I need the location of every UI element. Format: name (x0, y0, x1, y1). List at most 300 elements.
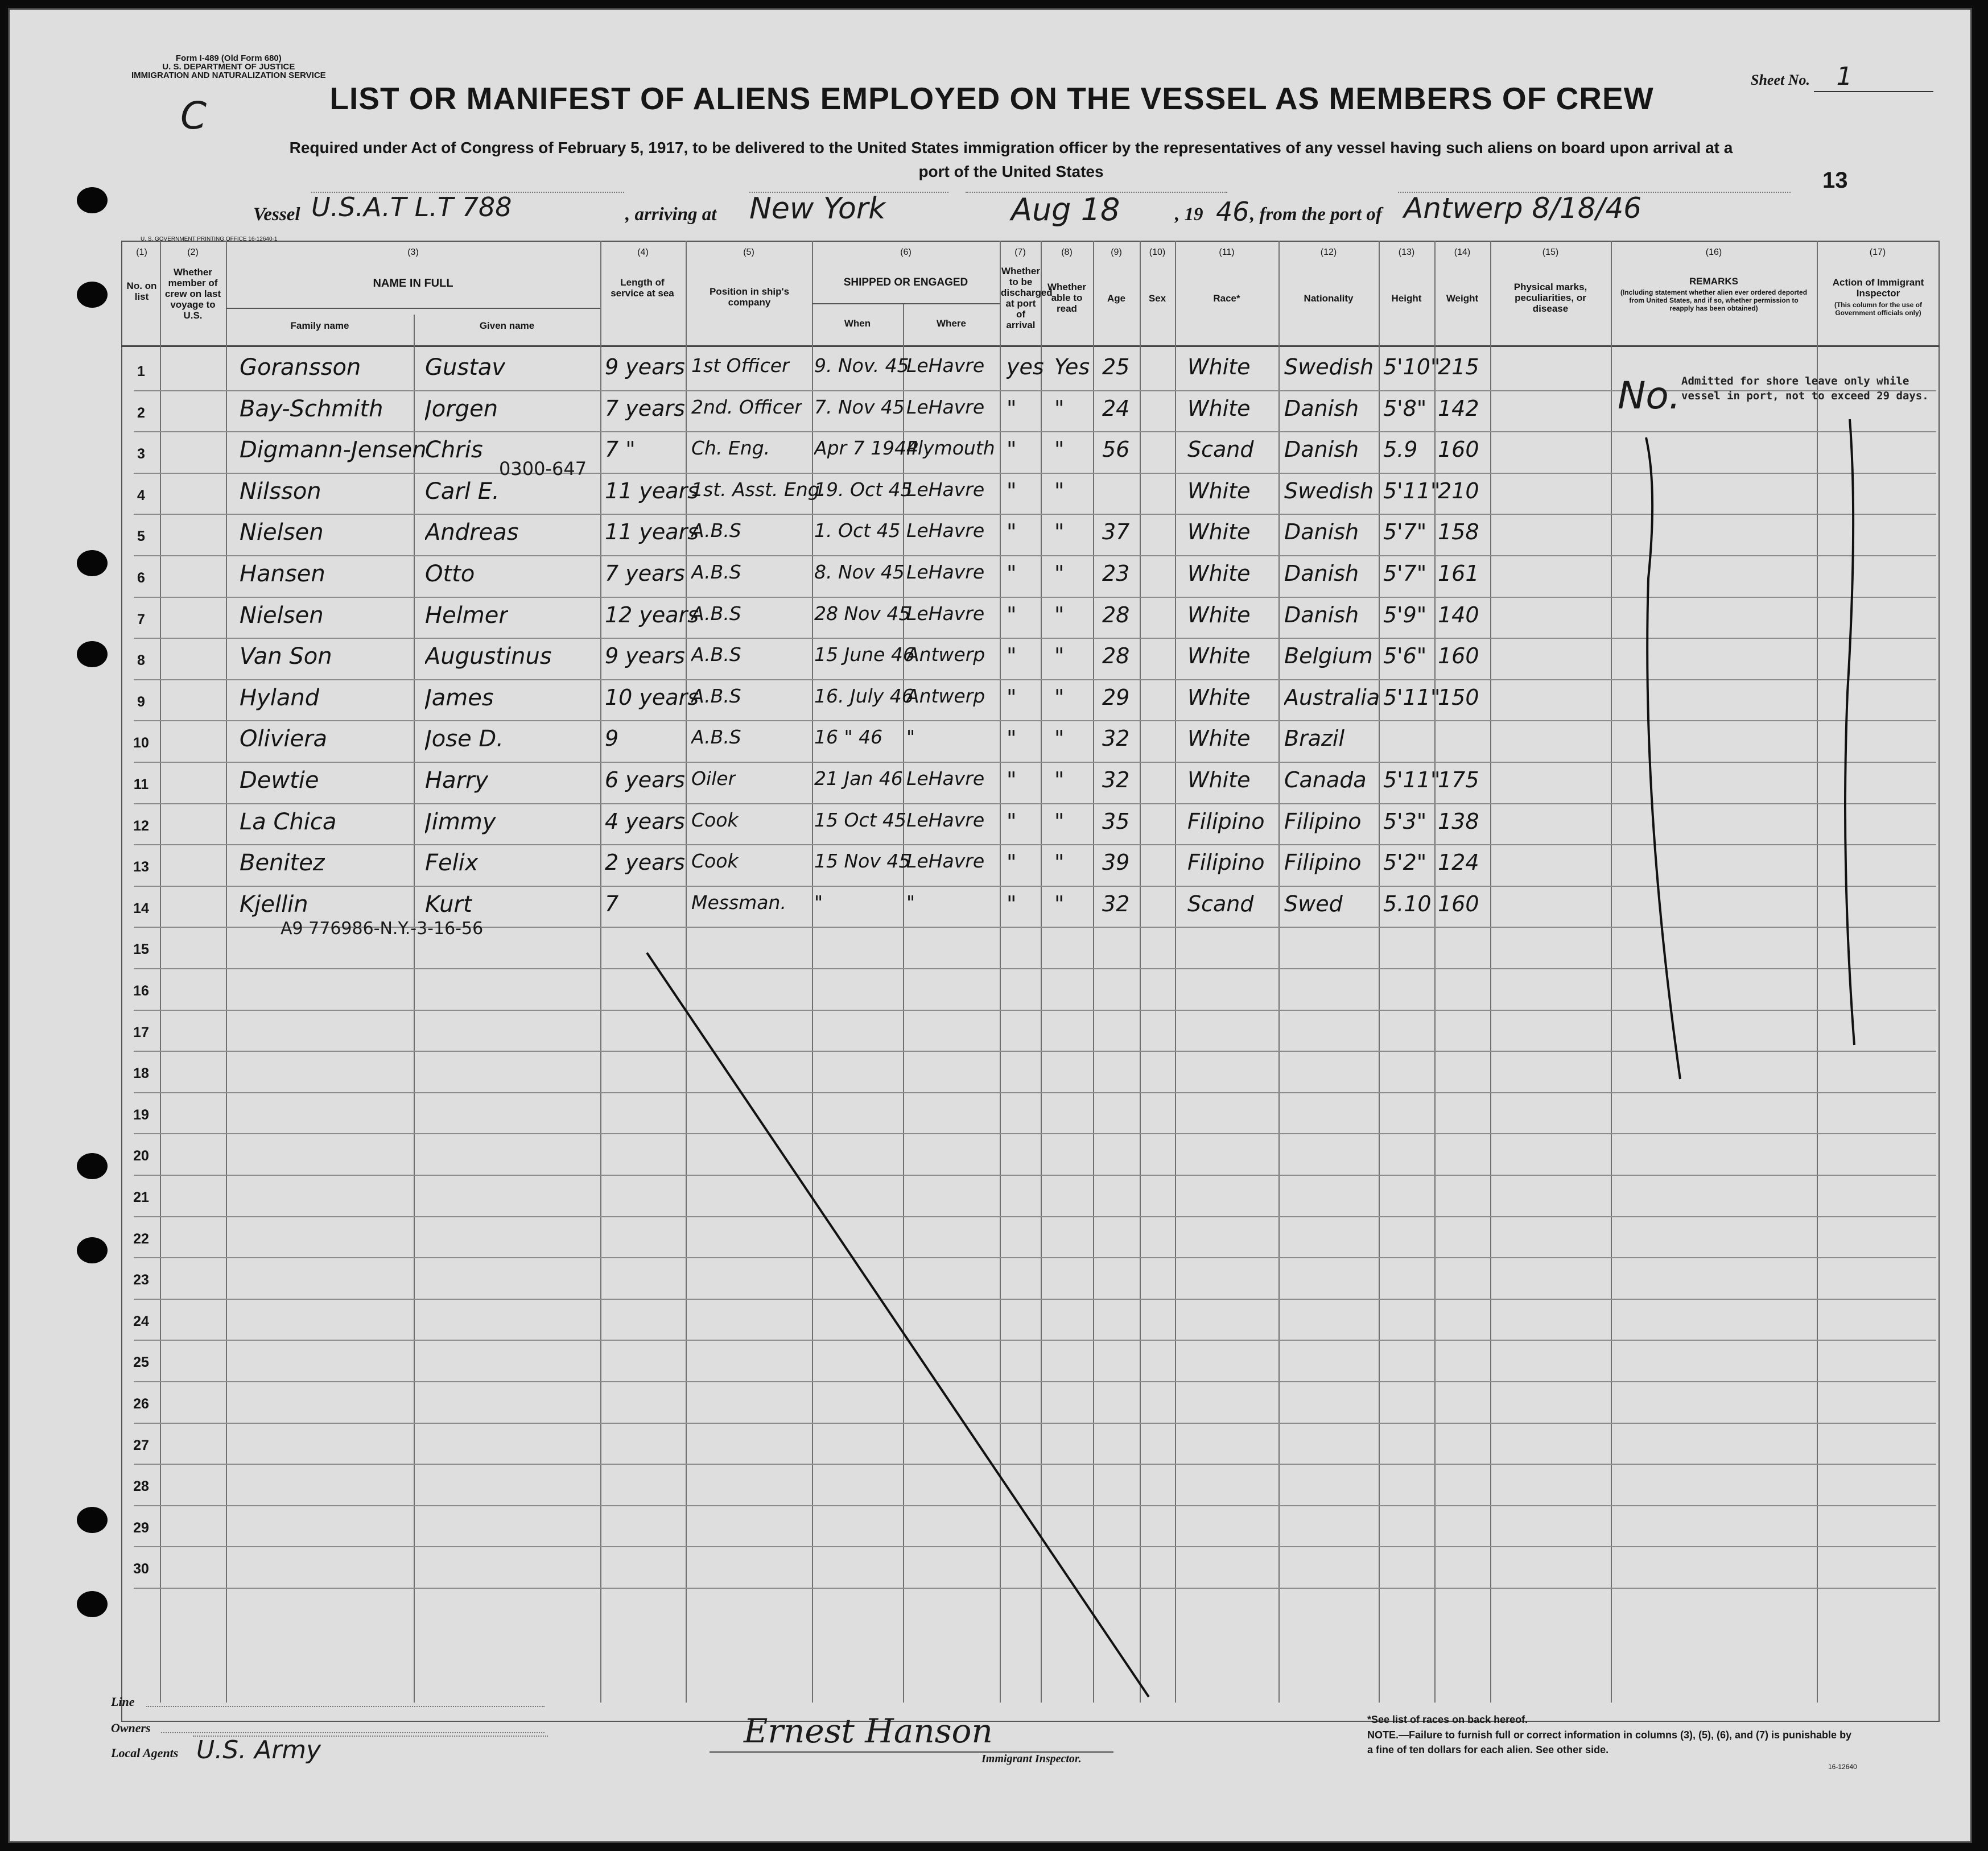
cell-weight: 161 (1438, 561, 1479, 586)
cell-length-of-service: 7 years (605, 395, 685, 421)
cell-race: Scand (1187, 437, 1254, 462)
row-rule (134, 1175, 1936, 1176)
cell-able-to-read: " (1054, 767, 1065, 792)
punch-hole (77, 1507, 108, 1533)
colnum-16: (16) (1705, 247, 1722, 257)
row-rule (134, 597, 1936, 598)
sheet-value: 1 (1814, 62, 1933, 92)
cell-weight: 175 (1438, 767, 1479, 792)
cell-length-of-service: 12 years (605, 602, 699, 627)
cell-length-of-service: 6 years (605, 767, 685, 792)
cell-shipped-where: LeHavre (906, 850, 985, 873)
inspector-label: Immigrant Inspector. (981, 1753, 1082, 1765)
col-divider (1817, 241, 1818, 1703)
cell-race: White (1187, 767, 1251, 792)
colnum-11: (11) (1219, 247, 1235, 257)
punch-hole (77, 1153, 108, 1179)
row-rule (134, 1010, 1936, 1011)
cell-nationality: Danish (1284, 437, 1359, 462)
row-number: 25 (133, 1354, 149, 1371)
cell-given-name: Otto (425, 561, 475, 587)
cell-height: 5'7" (1383, 561, 1427, 586)
year-prefix: , 19 (1175, 204, 1203, 225)
row-number: 18 (133, 1065, 149, 1082)
cell-able-to-read: " (1054, 850, 1065, 875)
row-rule (134, 679, 1936, 680)
row-number: 14 (133, 900, 149, 916)
cell-height: 5.10 (1383, 891, 1432, 916)
cell-discharged: " (1007, 478, 1017, 503)
cell-family-name: Hansen (240, 561, 325, 587)
row-rule (134, 762, 1936, 763)
row-number: 15 (133, 941, 149, 958)
cell-shipped-when: 15 Oct 45 (814, 808, 907, 831)
cell-able-to-read: Yes (1054, 354, 1090, 379)
cell-discharged: " (1007, 767, 1017, 792)
colnum-5: (5) (743, 247, 754, 257)
service: IMMIGRATION AND NATURALIZATION SERVICE (131, 71, 326, 80)
from-label: , from the port of (1250, 204, 1382, 225)
cell-discharged: " (1007, 891, 1017, 916)
colnum-3: (3) (407, 247, 419, 257)
cell-length-of-service: 11 years (605, 519, 699, 545)
name-header-rule (226, 308, 600, 309)
cell-nationality: Swed (1284, 891, 1343, 916)
cell-age: 56 (1102, 437, 1130, 462)
cell-nationality: Filipino (1284, 808, 1362, 834)
cell-nationality: Swedish (1284, 354, 1374, 379)
row-number: 3 (137, 446, 145, 462)
cell-family-name: Oliviera (240, 726, 328, 753)
arriving-label: , arriving at (625, 204, 717, 225)
row-number: 8 (137, 652, 145, 669)
header-action: Action of Immigrant Inspector (1832, 277, 1924, 299)
cell-height: 5'11" (1383, 684, 1441, 710)
col-divider (1434, 241, 1436, 1703)
cell-shipped-where: LeHavre (906, 354, 985, 377)
header-able-read: Whether able to read (1047, 282, 1086, 314)
cell-weight: 158 (1438, 519, 1479, 545)
footer-owners-label: Owners (111, 1721, 151, 1735)
colnum-12: (12) (1320, 247, 1337, 257)
col-divider (1000, 241, 1001, 1703)
cell-age: 39 (1102, 850, 1130, 875)
cell-race: Filipino (1187, 808, 1265, 834)
cell-shipped-where: Antwerp (906, 643, 985, 666)
cell-race: White (1187, 561, 1251, 586)
cell-position: A.B.S (691, 602, 741, 625)
row-number: 30 (133, 1561, 149, 1577)
colnum-7: (7) (1014, 247, 1026, 257)
cell-height: 5'6" (1383, 643, 1427, 669)
cell-discharged: " (1007, 519, 1017, 545)
vessel-label: Vessel (253, 204, 300, 225)
cell-weight: 124 (1438, 850, 1479, 875)
row-rule (134, 555, 1936, 556)
cell-given-name: Augustinus (425, 643, 552, 670)
arrival-date: Aug 18 (966, 192, 1227, 193)
manifest-sheet (8, 8, 1972, 1843)
cell-nationality: Brazil (1284, 726, 1345, 751)
punch-hole (77, 641, 108, 667)
cell-race: White (1187, 354, 1251, 379)
remarks-handwritten: No. (1618, 374, 1681, 418)
cell-able-to-read: " (1054, 808, 1065, 834)
cell-shipped-when: 15 Nov 45 (814, 850, 911, 873)
cell-position: Ch. Eng. (691, 437, 770, 460)
row-rule (134, 431, 1936, 432)
header-shipped-engaged: SHIPPED OR ENGAGED (843, 276, 968, 288)
cell-length-of-service: 7 " (605, 437, 636, 462)
row-rule (134, 638, 1936, 639)
cell-discharged: " (1007, 643, 1017, 669)
cell-discharged: " (1007, 395, 1017, 421)
cell-family-name: Digmann-Jensen (240, 437, 427, 464)
row-number: 7 (137, 611, 145, 627)
cell-shipped-when: 16. July 46 (814, 684, 914, 707)
col-divider (1093, 241, 1094, 1703)
cell-age: 28 (1102, 602, 1130, 627)
col-divider (1379, 241, 1380, 1703)
footer-line-label: Line (111, 1695, 135, 1709)
header-physical-marks: Physical marks, peculiarities, or disease (1513, 282, 1587, 314)
col-divider (1041, 241, 1042, 1703)
row-rule (134, 1464, 1936, 1465)
col-divider (600, 241, 601, 1703)
cell-position: A.B.S (691, 519, 741, 542)
cell-height: 5'7" (1383, 519, 1427, 545)
header-action-note: (This column for the use of Government officials only) (1834, 301, 1922, 317)
cell-length-of-service: 7 years (605, 561, 685, 586)
cell-discharged: " (1007, 602, 1017, 627)
cell-position: A.B.S (691, 561, 741, 583)
row-number: 9 (137, 693, 145, 710)
cell-discharged: " (1007, 561, 1017, 586)
cell-position: A.B.S (691, 726, 741, 749)
cell-shipped-when: 8. Nov 45 (814, 561, 905, 583)
cell-position: 1st. Asst. Eng. (691, 478, 826, 501)
cell-family-name: Nilsson (240, 478, 321, 505)
punch-hole (77, 550, 108, 576)
row-rule (134, 886, 1936, 887)
row-rule (134, 514, 1936, 515)
cell-able-to-read: " (1054, 437, 1065, 462)
header-name-in-full: NAME IN FULL (373, 277, 453, 290)
header-nationality: Nationality (1304, 293, 1354, 304)
cell-shipped-where: LeHavre (906, 561, 985, 583)
cell-weight: 215 (1438, 354, 1479, 379)
cell-able-to-read: " (1054, 726, 1065, 751)
cell-length-of-service: 9 years (605, 643, 685, 669)
row-rule (134, 473, 1936, 474)
cell-able-to-read: " (1054, 684, 1065, 710)
cell-family-name: Bay-Schmith (240, 395, 383, 422)
cell-length-of-service: 2 years (605, 850, 685, 875)
check-mark: C (180, 94, 207, 138)
header-position: Position in ship's company (709, 286, 790, 308)
col-divider (903, 303, 904, 1703)
header-remarks: REMARKS (1689, 276, 1738, 287)
cell-height: 5'9" (1383, 602, 1427, 627)
cell-shipped-when: Apr 7 1944 (814, 437, 919, 460)
colnum-6: (6) (900, 247, 911, 257)
page-number: 13 (1822, 168, 1848, 193)
header-no-on-list: No. on list (126, 280, 157, 302)
colnum-2: (2) (187, 247, 199, 257)
colnum-13: (13) (1398, 247, 1415, 257)
cell-shipped-where: " (906, 726, 915, 749)
cell-family-name: Hyland (240, 684, 320, 711)
cell-given-name: Jose D. (425, 726, 504, 753)
cell-able-to-read: " (1054, 519, 1065, 545)
row-number: 23 (133, 1272, 149, 1288)
row-number: 12 (133, 817, 149, 834)
header-discharged: Whether to be discharged at port of arrival (1001, 266, 1053, 330)
cell-age: 32 (1102, 767, 1130, 792)
cell-able-to-read: " (1054, 602, 1065, 627)
cell-given-name: Chris (425, 437, 483, 464)
row-rule (134, 1299, 1936, 1300)
cell-length-of-service: 10 years (605, 684, 699, 710)
cell-shipped-where: LeHavre (906, 602, 985, 625)
inspector-signature: Ernest Hanson (744, 1712, 993, 1750)
cell-shipped-when: 15 June 46 (814, 643, 915, 666)
col-divider (1490, 241, 1491, 1703)
header-remarks-note: (Including statement whether alien ever ordered deported from United States, and if so, whether permission to reapply has been obtained) (1620, 288, 1808, 312)
cell-weight: 160 (1438, 437, 1479, 462)
cell-shipped-when: " (814, 891, 823, 914)
cell-length-of-service: 9 (605, 726, 619, 751)
cell-position: Messman. (691, 891, 786, 914)
cell-family-name: Van Son (240, 643, 332, 670)
row-number: 20 (133, 1148, 149, 1164)
header-where: Where (937, 318, 966, 329)
col-divider (1278, 241, 1280, 1703)
cell-shipped-when: 28 Nov 45 (814, 602, 911, 625)
cell-given-name: Kurt (425, 891, 472, 918)
row-number: 6 (137, 570, 145, 586)
row-number: 27 (133, 1437, 149, 1453)
subtitle-line-1: Required under Act of Congress of February 5, 1917, to be delivered to the United States immigration officer by the representatives of any vessel having such aliens on board upon arrival at a (289, 139, 1733, 156)
cell-shipped-where: LeHavre (906, 519, 985, 542)
cell-position: A.B.S (691, 643, 741, 666)
header-sex: Sex (1148, 293, 1166, 304)
cell-race: Scand (1187, 891, 1254, 916)
punch-hole (77, 1591, 108, 1617)
cell-position: Cook (691, 808, 739, 831)
header-race: Race* (1213, 293, 1240, 304)
header-weight: Weight (1446, 293, 1479, 304)
row-rule (134, 844, 1936, 845)
cell-position: 1st Officer (691, 354, 790, 377)
cell-family-name: Dewtie (240, 767, 319, 794)
row-rule (134, 1051, 1936, 1052)
cell-family-name: Goransson (240, 354, 361, 381)
cell-nationality: Swedish (1284, 478, 1374, 503)
year-suffix: 46 (1216, 196, 1249, 227)
header-height: Height (1391, 293, 1422, 304)
cell-nationality: Australia (1284, 684, 1380, 710)
cell-race: White (1187, 602, 1251, 627)
row-rule (134, 1092, 1936, 1093)
row-number: 10 (133, 735, 149, 751)
cell-family-name: La Chica (240, 808, 337, 835)
row-number: 29 (133, 1519, 149, 1536)
cell-height: 5'8" (1383, 395, 1427, 421)
cell-weight: 150 (1438, 684, 1479, 710)
footer-owners-blank (161, 1732, 545, 1733)
vessel-name: U.S.A.T L.T 788 (311, 192, 624, 193)
col-divider (1140, 241, 1141, 1703)
cell-age: 25 (1102, 354, 1130, 379)
col-divider (686, 241, 687, 1703)
colnum-10: (10) (1149, 247, 1166, 257)
col-divider (1611, 241, 1612, 1703)
cell-age: 28 (1102, 643, 1130, 669)
row-number: 16 (133, 983, 149, 999)
cell-race: White (1187, 684, 1251, 710)
cell-given-name: Jorgen (425, 395, 498, 422)
row-rule (134, 720, 1936, 721)
row-rule (134, 968, 1936, 969)
cell-able-to-read: " (1054, 561, 1065, 586)
row-rule (134, 1505, 1936, 1506)
form-code: 16-12640 (1828, 1763, 1857, 1771)
cell-shipped-when: 19. Oct 45 (814, 478, 913, 501)
cell-able-to-read: " (1054, 478, 1065, 503)
cell-discharged: " (1007, 726, 1017, 751)
row-number: 1 (137, 363, 145, 379)
header-given-name: Given name (479, 320, 535, 331)
cell-shipped-when: 1. Oct 45 (814, 519, 901, 542)
cell-given-name: Jimmy (425, 808, 496, 835)
cell-height: 5'11" (1383, 767, 1441, 792)
cell-position: 2nd. Officer (691, 395, 802, 418)
col-divider (414, 315, 415, 1703)
cell-race: White (1187, 395, 1251, 421)
row-number: 24 (133, 1313, 149, 1329)
cell-family-name: Nielsen (240, 602, 324, 629)
cell-family-name: Nielsen (240, 519, 324, 546)
penalty-note: NOTE.—Failure to furnish full or correct information in columns (3), (5), (6), and (7) is punishable by a fine of ten dollars for each alien. See other side. (1367, 1729, 1852, 1755)
col-divider (812, 241, 813, 1703)
remarks-stamp: Admitted for shore leave only while vessel in port, not to exceed 29 days. (1681, 375, 1929, 402)
punch-hole (77, 282, 108, 308)
cell-age: 37 (1102, 519, 1130, 545)
cell-height: 5'10" (1383, 354, 1441, 379)
cell-able-to-read: " (1054, 891, 1065, 916)
header-length-service: Length of service at sea (611, 277, 674, 299)
header-when: When (844, 318, 871, 329)
header-age: Age (1107, 293, 1126, 304)
cell-nationality: Danish (1284, 602, 1359, 627)
row-rule (134, 803, 1936, 804)
cell-shipped-where: LeHavre (906, 767, 985, 790)
cell-height: 5'3" (1383, 808, 1427, 834)
cell-shipped-where: LeHavre (906, 478, 985, 501)
form-id (131, 54, 326, 80)
cell-race: White (1187, 726, 1251, 751)
colnum-15: (15) (1542, 247, 1559, 257)
races-note: *See list of races on back hereof. (1367, 1714, 1528, 1725)
cell-height: 5'11" (1383, 478, 1441, 503)
footer-agents-label: Local Agents (111, 1746, 179, 1760)
cell-age: 32 (1102, 891, 1130, 916)
cell-able-to-read: " (1054, 643, 1065, 669)
row-rule (134, 1133, 1936, 1134)
cell-nationality: Canada (1284, 767, 1367, 792)
cell-length-of-service: 7 (605, 891, 619, 916)
row-number: 21 (133, 1189, 149, 1205)
cell-given-name: James (425, 684, 494, 711)
shipped-header-rule (812, 303, 1000, 304)
row-rule (134, 1588, 1936, 1589)
cell-given-name: Felix (425, 850, 479, 877)
cell-weight: 160 (1438, 643, 1479, 669)
cell-weight: 160 (1438, 891, 1479, 916)
cell-shipped-where: Plymouth (906, 437, 995, 460)
form-number: Form I-489 (Old Form 680) (175, 53, 282, 63)
cell-age: 32 (1102, 726, 1130, 751)
cell-discharged: yes (1007, 354, 1044, 379)
colnum-9: (9) (1111, 247, 1122, 257)
header-family-name: Family name (290, 320, 349, 331)
colnum-8: (8) (1061, 247, 1073, 257)
cell-weight: 138 (1438, 808, 1479, 834)
cell-position: Cook (691, 850, 739, 873)
vessel-line (10, 192, 1972, 232)
cell-age: 23 (1102, 561, 1130, 586)
row-number: 13 (133, 859, 149, 875)
cell-race: White (1187, 478, 1251, 503)
colnum-14: (14) (1454, 247, 1471, 257)
cell-nationality: Danish (1284, 395, 1359, 421)
row-rule (134, 1257, 1936, 1258)
cell-position: A.B.S (691, 684, 741, 707)
row-rule (134, 1216, 1936, 1217)
row-number: 26 (133, 1396, 149, 1412)
cell-nationality: Danish (1284, 519, 1359, 545)
row-rule (134, 1423, 1936, 1424)
footer-line-blank (146, 1706, 545, 1707)
row-number: 19 (133, 1106, 149, 1123)
row-number: 4 (137, 487, 145, 503)
department: U. S. DEPARTMENT OF JUSTICE (162, 62, 295, 72)
colnum-17: (17) (1869, 247, 1886, 257)
cell-nationality: Belgium (1284, 643, 1373, 669)
cell-shipped-when: 21 Jan 46 (814, 767, 903, 790)
cell-able-to-read: " (1054, 395, 1065, 421)
subtitle-line-2: port of the United States (918, 163, 1104, 180)
header-bottom-rule (121, 345, 1940, 347)
cell-discharged: " (1007, 437, 1017, 462)
row-number: 17 (133, 1024, 149, 1040)
cell-age: 35 (1102, 808, 1130, 834)
cell-given-name: Helmer (425, 602, 508, 629)
cell-family-name: Benitez (240, 850, 325, 877)
row-rule (134, 1340, 1936, 1341)
colnum-4: (4) (637, 247, 649, 257)
sheet-label: Sheet No. (1751, 72, 1810, 88)
arriving-at: New York (749, 192, 948, 193)
row-rule (134, 1381, 1936, 1382)
colnum-1: (1) (136, 247, 147, 257)
punch-hole (77, 1237, 108, 1263)
annotation-row14: A9 776986-N.Y.-3-16-56 (281, 919, 484, 939)
cell-height: 5'2" (1383, 850, 1427, 875)
cell-race: White (1187, 643, 1251, 669)
footer-agents-value: U.S. Army (193, 1736, 548, 1737)
